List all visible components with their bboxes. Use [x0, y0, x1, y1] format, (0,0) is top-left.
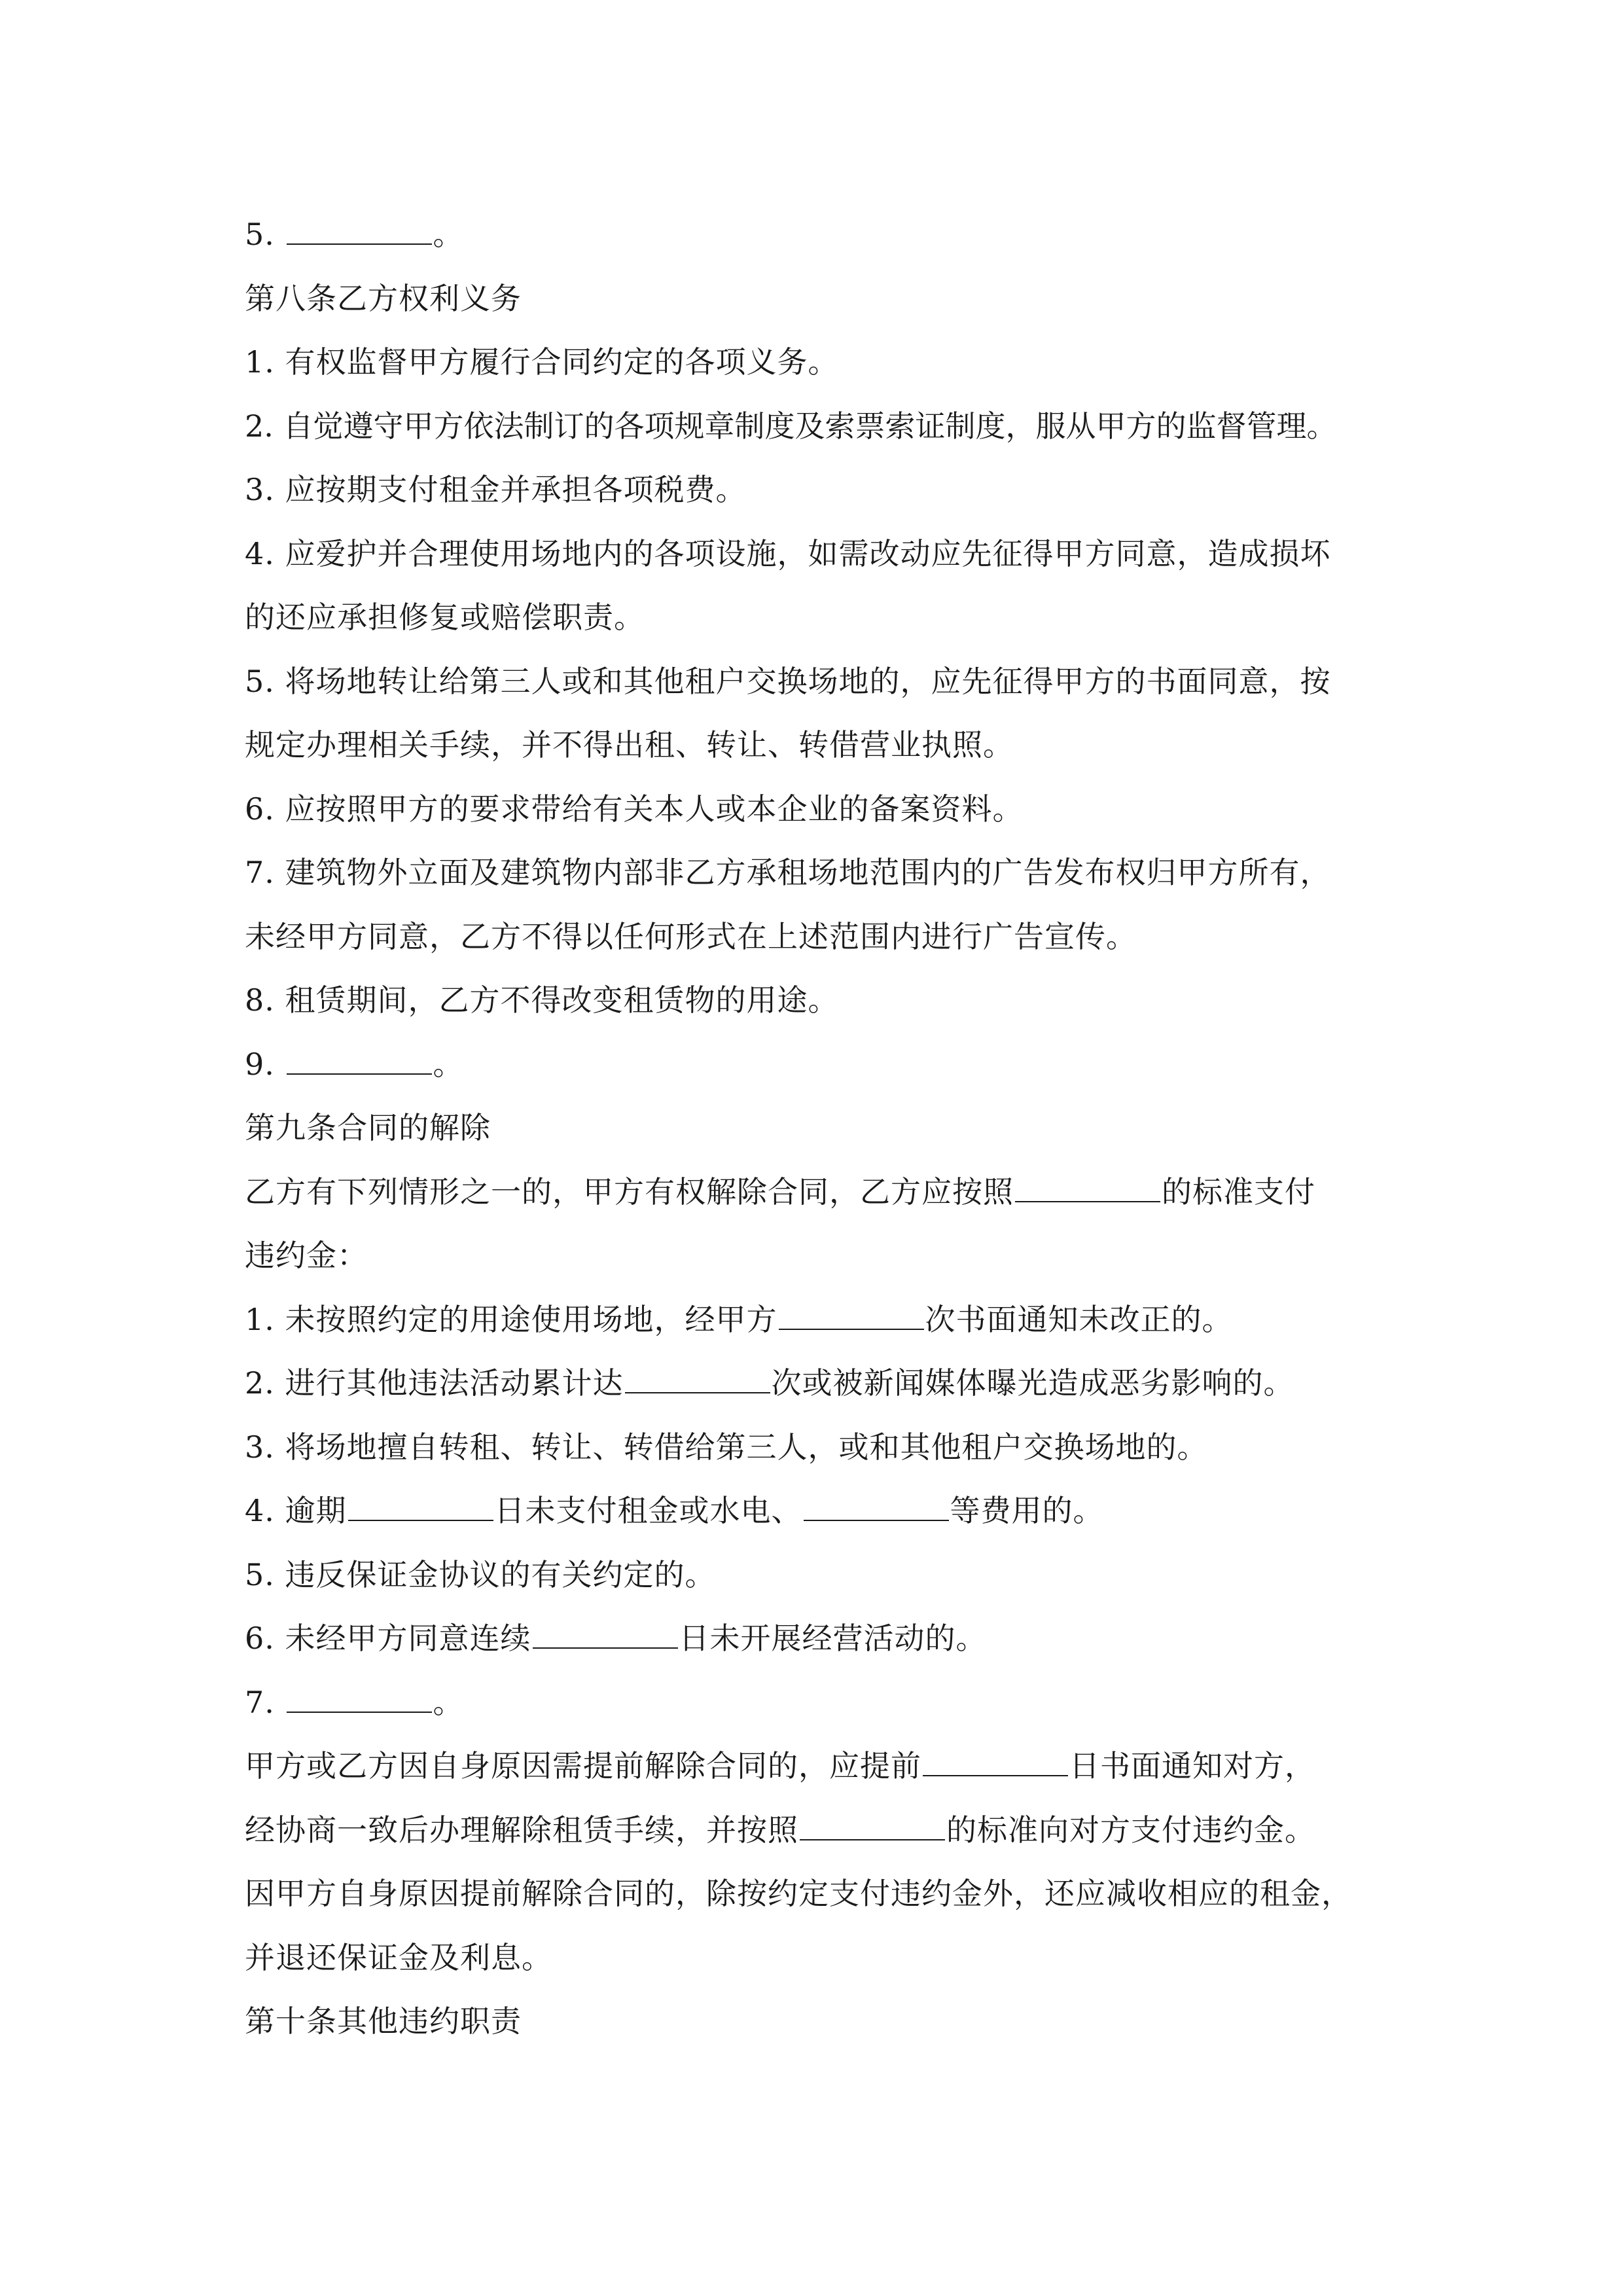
- clause-line: 3. 将场地擅自转租、转让、转借给第三人，或和其他租户交换场地的。: [245, 1429, 1208, 1465]
- clause-line: 7. 。: [245, 1684, 464, 1720]
- clause-line: 经协商一致后办理解除租赁手续，并按照 的标准向对方支付违约金。: [245, 1812, 1315, 1848]
- clause-line: 5. 。: [245, 217, 464, 252]
- fill-in-blank[interactable]: [779, 1304, 924, 1330]
- clause-line: 5. 将场地转让给第三人或和其他租户交换场地的，应先征得甲方的书面同意，按: [245, 663, 1331, 699]
- clause-line: 违约金：: [245, 1238, 368, 1273]
- clause-line: 6. 未经甲方同意连续 日未开展经营活动的。: [245, 1621, 987, 1656]
- clause-line: 4. 逾期 日未支付租金或水电、 等费用的。: [245, 1493, 1104, 1528]
- clause-line: 8. 租赁期间，乙方不得改变租赁物的用途。: [245, 982, 839, 1018]
- fill-in-blank[interactable]: [287, 1049, 432, 1075]
- clause-line: 1. 未按照约定的用途使用场地，经甲方 次书面通知未改正的。: [245, 1301, 1233, 1337]
- fill-in-blank[interactable]: [923, 1750, 1068, 1776]
- fill-in-blank[interactable]: [1015, 1176, 1160, 1202]
- clause-line: 7. 建筑物外立面及建筑物内部非乙方承租场地范围内的广告发布权归甲方所有，: [245, 855, 1331, 890]
- section-heading: 第十条其他违约职责: [245, 2003, 522, 2039]
- clause-line: 的还应承担修复或赔偿职责。: [245, 600, 645, 635]
- section-heading: 第八条乙方权利义务: [245, 280, 522, 316]
- clause-line: 6. 应按照甲方的要求带给有关本人或本企业的备案资料。: [245, 791, 1024, 827]
- fill-in-blank[interactable]: [287, 1687, 432, 1713]
- fill-in-blank[interactable]: [287, 219, 432, 245]
- fill-in-blank[interactable]: [804, 1495, 949, 1521]
- clause-line: 因甲方自身原因提前解除合同的，除按约定支付违约金外，还应减收相应的租金，: [245, 1876, 1352, 1911]
- clause-line: 2. 进行其他违法活动累计达 次或被新闻媒体曝光造成恶劣影响的。: [245, 1365, 1294, 1401]
- clause-line: 4. 应爱护并合理使用场地内的各项设施，如需改动应先征得甲方同意，造成损坏: [245, 535, 1331, 571]
- clause-line: 1. 有权监督甲方履行合同约定的各项义务。: [245, 344, 839, 380]
- clause-line: 2. 自觉遵守甲方依法制订的各项规章制度及索票索证制度，服从甲方的监督管理。: [245, 408, 1337, 444]
- clause-line: 未经甲方同意，乙方不得以任何形式在上述范围内进行广告宣传。: [245, 918, 1137, 954]
- clause-line: 乙方有下列情形之一的，甲方有权解除合同，乙方应按照 的标准支付: [245, 1174, 1315, 1210]
- clause-line: 甲方或乙方因自身原因需提前解除合同的，应提前 日书面通知对方，: [245, 1748, 1315, 1784]
- fill-in-blank[interactable]: [348, 1495, 493, 1521]
- fill-in-blank[interactable]: [800, 1814, 945, 1840]
- clause-line: 9. 。: [245, 1046, 464, 1082]
- document-body: [245, 203, 1383, 2054]
- clause-line: 3. 应按期支付租金并承担各项税费。: [245, 472, 747, 507]
- clause-line: 规定办理相关手续，并不得出租、转让、转借营业执照。: [245, 727, 1014, 762]
- section-heading: 第九条合同的解除: [245, 1110, 491, 1145]
- clause-line: 并退还保证金及利息。: [245, 1939, 552, 1975]
- fill-in-blank[interactable]: [533, 1623, 678, 1649]
- clause-line: 5. 违反保证金协议的有关约定的。: [245, 1556, 716, 1592]
- fill-in-blank[interactable]: [625, 1367, 770, 1393]
